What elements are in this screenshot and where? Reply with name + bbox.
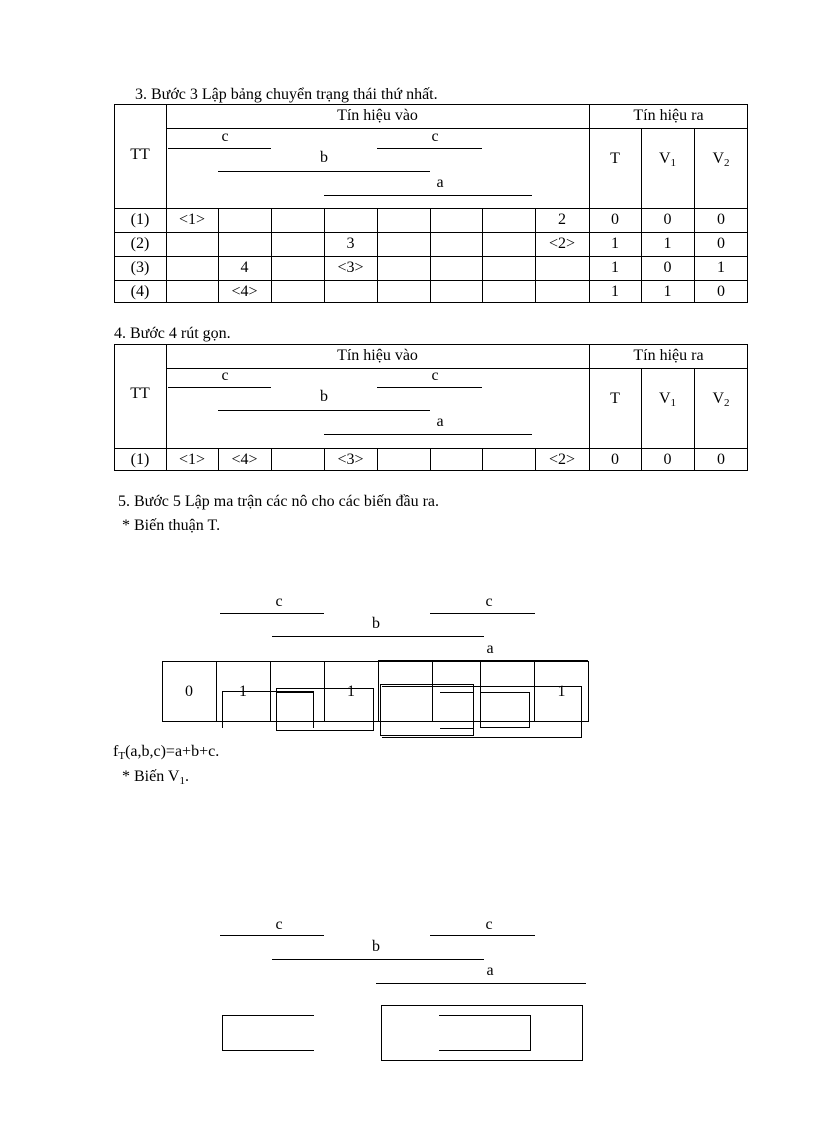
output-cell: 1	[717, 259, 725, 276]
section4-heading: 4. Bước 4 rút gọn.	[114, 325, 231, 342]
divider	[430, 448, 431, 471]
grouping-loop	[276, 688, 374, 731]
output-V1-header: $V_1$	[658, 150, 677, 169]
outputs-header: Tín hiệu ra	[633, 107, 704, 124]
state-cell: <4>	[231, 283, 258, 300]
output-cell: 0	[663, 451, 672, 468]
output-cell: 0	[611, 451, 619, 468]
output-cell: 1	[611, 283, 619, 300]
output-cell: 1	[611, 259, 619, 276]
var-b-bar	[272, 636, 484, 637]
row-label: (1)	[130, 211, 150, 228]
output-V2-header: $V_2$	[712, 390, 730, 409]
var-c-label: c	[221, 367, 229, 384]
output-T-header: T	[610, 390, 620, 407]
var-c-label: c	[275, 916, 283, 933]
karnaugh-cell: 0	[185, 683, 193, 700]
state-cell: <3>	[337, 259, 364, 276]
state-cell: 3	[346, 235, 355, 252]
inputs-header: Tín hiệu vào	[337, 347, 418, 364]
divider	[378, 661, 379, 722]
tt-header: TT	[130, 385, 150, 402]
output-cell: 0	[717, 235, 725, 252]
divider	[482, 208, 483, 303]
var-c-label: c	[275, 593, 283, 610]
row-label: (1)	[130, 451, 150, 468]
row-label: (2)	[130, 235, 150, 252]
var-c-bar	[430, 613, 535, 614]
var-a-bar	[324, 195, 532, 196]
divider	[271, 448, 272, 471]
subheading-V1: * Biến $V_1$.	[122, 768, 189, 787]
tt-header: TT	[130, 146, 150, 163]
var-c-bar	[430, 935, 535, 936]
var-a-label: a	[486, 962, 494, 979]
output-cell: 1	[663, 235, 672, 252]
var-a-label: a	[436, 174, 444, 191]
formula-T: $f_T(a,b,c)=a+b+c$.	[113, 743, 220, 762]
karnaugh-cell: 1	[239, 683, 247, 700]
grouping-loop	[480, 692, 530, 728]
var-c-bar	[168, 387, 271, 388]
state-cell: <1>	[178, 211, 206, 228]
section3-heading: 3. Bước 3 Lập bảng chuyển trạng thái thứ nhất.	[135, 86, 438, 103]
output-cell: 1	[663, 283, 672, 300]
var-a-bar	[324, 434, 532, 435]
var-a-label: a	[486, 640, 494, 657]
grouping-loop	[222, 1015, 314, 1051]
state-cell: 4	[240, 259, 249, 276]
grouping-loop-edge	[276, 692, 314, 693]
state-cell: <1>	[178, 451, 206, 468]
var-b-label: b	[372, 615, 380, 632]
karnaugh-cell: 1	[347, 683, 355, 700]
state-cell: <2>	[548, 235, 576, 252]
output-T-header: T	[610, 150, 620, 167]
inputs-header: Tín hiệu vào	[337, 107, 418, 124]
output-cell: 0	[663, 211, 672, 228]
var-b-label: b	[320, 388, 328, 405]
var-b-bar	[272, 959, 484, 960]
divider	[482, 448, 483, 471]
var-c-label: c	[431, 128, 439, 145]
output-V2-header: $V_2$	[712, 150, 730, 169]
state-cell: <4>	[231, 451, 258, 468]
var-c-bar	[220, 613, 324, 614]
divider	[377, 448, 378, 471]
var-c-label: c	[485, 593, 493, 610]
state-cell: <2>	[548, 451, 576, 468]
row-label: (4)	[130, 283, 150, 300]
var-a-label: a	[436, 413, 444, 430]
var-b-label: b	[320, 149, 328, 166]
outputs-header: Tín hiệu ra	[633, 347, 704, 364]
output-cell: 0	[663, 259, 672, 276]
section5-heading: 5. Bước 5 Lập ma trận các nô cho các biến đầu ra.	[118, 493, 439, 510]
state-cell: 2	[558, 211, 566, 228]
var-c-label: c	[221, 128, 229, 145]
var-c-bar	[377, 148, 482, 149]
subheading-T: * Biến thuận T.	[122, 517, 221, 534]
var-c-bar	[377, 387, 482, 388]
output-V1-header: $V_1$	[658, 390, 677, 409]
divider	[430, 208, 431, 303]
grouping-loop	[439, 1015, 531, 1051]
divider	[271, 208, 272, 303]
output-cell: 0	[717, 283, 725, 300]
divider	[377, 208, 378, 303]
karnaugh-cell: 1	[557, 683, 566, 700]
var-b-bar	[218, 410, 430, 411]
var-b-bar	[218, 171, 430, 172]
var-c-bar	[168, 148, 271, 149]
var-a-bar	[376, 983, 586, 984]
output-cell: 0	[717, 211, 725, 228]
var-c-label: c	[485, 916, 493, 933]
divider	[324, 208, 325, 303]
var-c-bar	[220, 935, 324, 936]
state-cell: <3>	[337, 451, 364, 468]
output-cell: 0	[717, 451, 725, 468]
var-c-label: c	[431, 367, 439, 384]
output-cell: 1	[611, 235, 619, 252]
var-b-label: b	[372, 938, 380, 955]
output-cell: 0	[611, 211, 619, 228]
row-label: (3)	[130, 259, 150, 276]
